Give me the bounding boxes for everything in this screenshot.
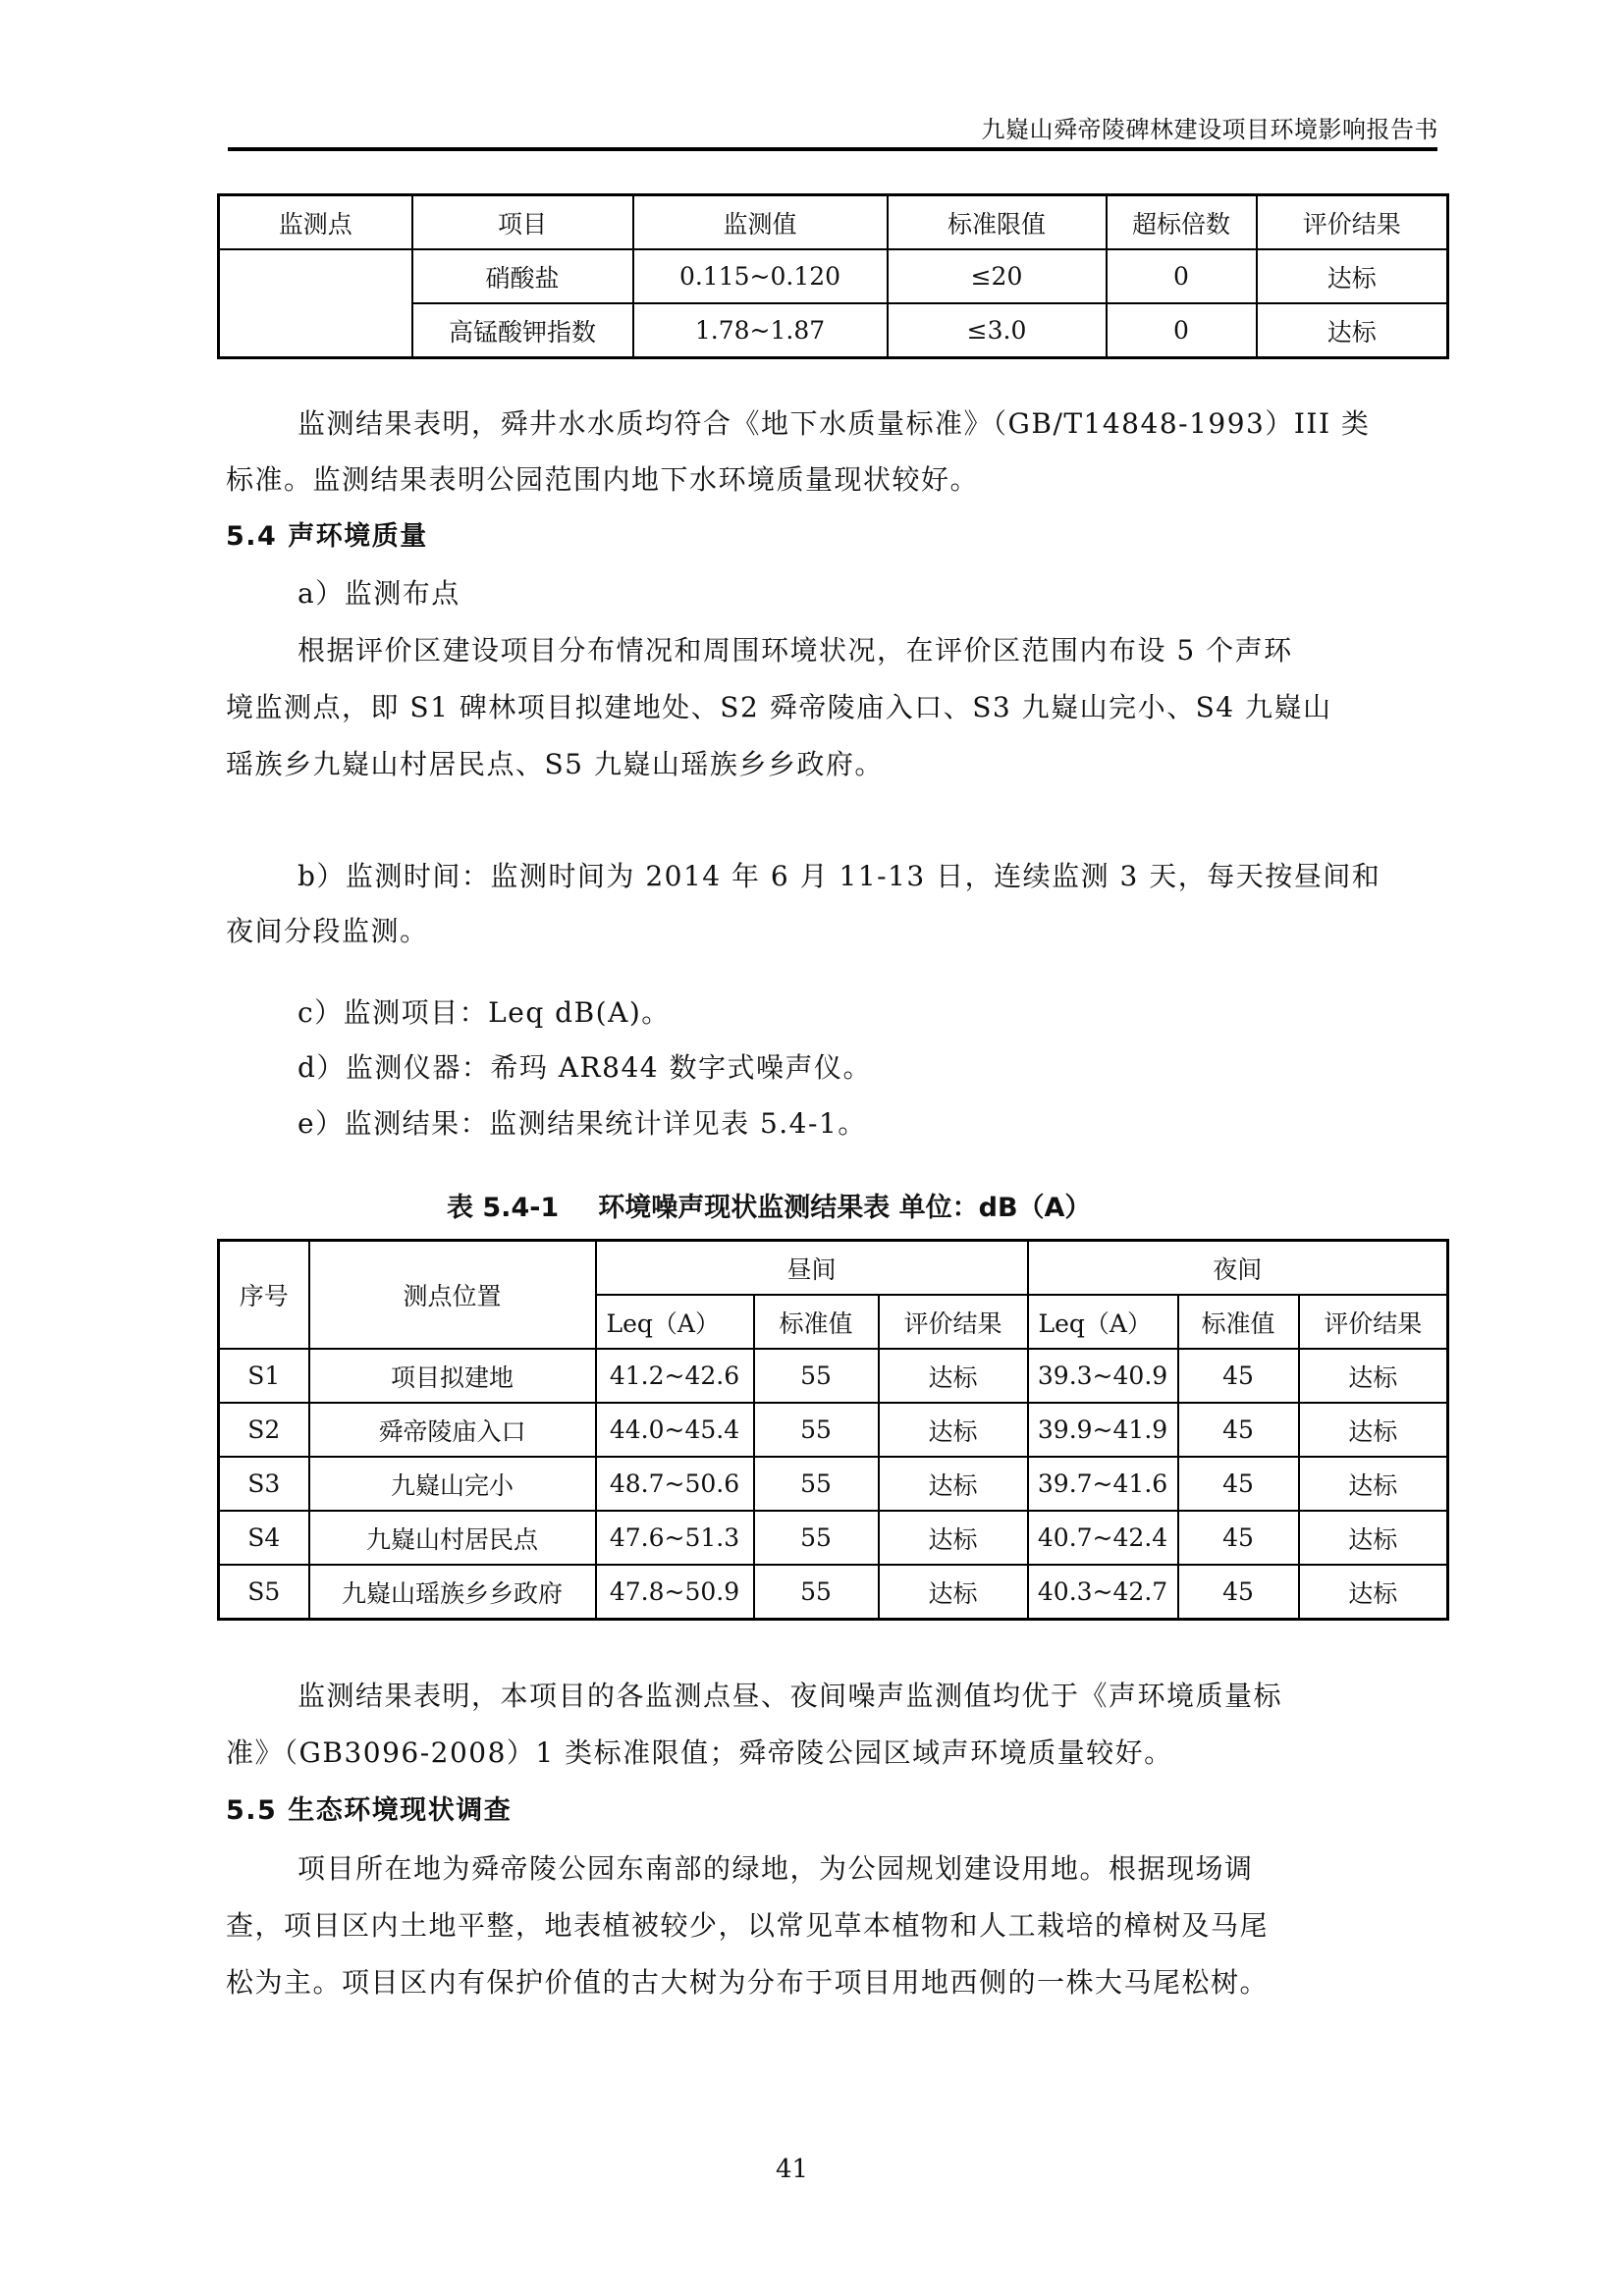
day-leq-cell: 41.2~42.6 <box>596 1349 754 1403</box>
seq-cell: S2 <box>219 1403 309 1457</box>
paragraph: c）监测项目：Leq dB(A)。 <box>298 996 671 1029</box>
col-header: 监测值 <box>633 195 888 250</box>
col-header-night-result: 评价结果 <box>1299 1295 1448 1349</box>
night-std-cell: 45 <box>1178 1565 1299 1620</box>
limit-cell: ≤3.0 <box>888 303 1107 358</box>
col-header: 项目 <box>412 195 633 250</box>
monitoring-point-cell <box>219 249 412 358</box>
night-result-cell: 达标 <box>1299 1403 1448 1457</box>
table-caption-number: 表 5.4-1 <box>447 1193 560 1223</box>
paragraph: 标准。监测结果表明公园范围内地下水环境质量现状较好。 <box>226 463 980 496</box>
day-leq-cell: 44.0~45.4 <box>596 1403 754 1457</box>
paragraph: 瑶族乡九嶷山村居民点、S5 九嶷山瑶族乡乡政府。 <box>226 748 884 780</box>
night-leq-cell: 40.7~42.4 <box>1028 1511 1178 1565</box>
night-std-cell: 45 <box>1178 1457 1299 1511</box>
col-header-day-std: 标准值 <box>754 1295 879 1349</box>
seq-cell: S5 <box>219 1565 309 1620</box>
table-row <box>219 1511 1448 1565</box>
day-std-cell: 55 <box>754 1511 879 1565</box>
day-std-cell: 55 <box>754 1349 879 1403</box>
col-header-night: 夜间 <box>1028 1241 1448 1296</box>
table-row <box>219 1457 1448 1511</box>
day-result-cell: 达标 <box>879 1511 1028 1565</box>
table-row <box>219 1565 1448 1620</box>
night-leq-cell: 39.3~40.9 <box>1028 1349 1178 1403</box>
col-header-day: 昼间 <box>596 1241 1028 1296</box>
col-header-night-std: 标准值 <box>1178 1295 1299 1349</box>
table-header-row <box>219 195 1448 250</box>
table-header-row <box>219 1241 1448 1296</box>
paragraph: b）监测时间：监测时间为 2014 年 6 月 11-13 日，连续监测 3 天，每天按昼间和 <box>298 860 1381 892</box>
value-cell: 0.115~0.120 <box>633 249 888 303</box>
table-row <box>219 1349 1448 1403</box>
exceed-cell: 0 <box>1107 249 1257 303</box>
paragraph: d）监测仪器：希玛 AR844 数字式噪声仪。 <box>298 1051 872 1084</box>
paragraph: 松为主。项目区内有保护价值的古大树为分布于项目用地西侧的一株大马尾松树。 <box>226 1966 1270 1999</box>
location-cell: 项目拟建地 <box>309 1349 596 1403</box>
day-leq-cell: 47.6~51.3 <box>596 1511 754 1565</box>
col-header-location: 测点位置 <box>309 1241 596 1350</box>
col-header-seq: 序号 <box>219 1241 309 1350</box>
paragraph: 夜间分段监测。 <box>226 915 429 947</box>
night-result-cell: 达标 <box>1299 1565 1448 1620</box>
day-leq-cell: 48.7~50.6 <box>596 1457 754 1511</box>
noise-table <box>217 1239 1449 1621</box>
exceed-cell: 0 <box>1107 303 1257 358</box>
paragraph: 境监测点，即 S1 碑林项目拟建地处、S2 舜帝陵庙入口、S3 九嶷山完小、S4 九嶷山 <box>226 691 1332 723</box>
day-result-cell: 达标 <box>879 1457 1028 1511</box>
night-leq-cell: 39.7~41.6 <box>1028 1457 1178 1511</box>
groundwater-table <box>217 193 1449 359</box>
night-result-cell: 达标 <box>1299 1457 1448 1511</box>
table-row <box>219 249 1448 303</box>
col-header: 监测点 <box>219 195 412 250</box>
day-std-cell: 55 <box>754 1403 879 1457</box>
item-cell: 硝酸盐 <box>412 249 633 303</box>
page-number: 41 <box>776 2155 809 2184</box>
night-leq-cell: 39.9~41.9 <box>1028 1403 1178 1457</box>
col-header-night-leq: Leq（A） <box>1028 1295 1178 1349</box>
day-leq-cell: 47.8~50.9 <box>596 1565 754 1620</box>
paragraph: e）监测结果：监测结果统计详见表 5.4-1。 <box>298 1107 867 1140</box>
night-result-cell: 达标 <box>1299 1511 1448 1565</box>
col-header: 超标倍数 <box>1107 195 1257 250</box>
value-cell: 1.78~1.87 <box>633 303 888 358</box>
seq-cell: S4 <box>219 1511 309 1565</box>
table-caption <box>447 1186 1130 1224</box>
day-std-cell: 55 <box>754 1565 879 1620</box>
seq-cell: S1 <box>219 1349 309 1403</box>
paragraph: 准》（GB3096-2008）1 类标准限值；舜帝陵公园区域声环境质量较好。 <box>226 1736 1173 1769</box>
night-result-cell: 达标 <box>1299 1349 1448 1403</box>
day-result-cell: 达标 <box>879 1403 1028 1457</box>
result-cell: 达标 <box>1257 303 1448 358</box>
section-heading: 5.5 生态环境现状调查 <box>226 1795 513 1826</box>
night-std-cell: 45 <box>1178 1511 1299 1565</box>
day-std-cell: 55 <box>754 1457 879 1511</box>
result-cell: 达标 <box>1257 249 1448 303</box>
limit-cell: ≤20 <box>888 249 1107 303</box>
section-heading: 5.4 声环境质量 <box>226 521 428 552</box>
running-header-title: 九嶷山舜帝陵碑林建设项目环境影响报告书 <box>981 116 1438 143</box>
day-result-cell: 达标 <box>879 1565 1028 1620</box>
header-rule <box>228 147 1437 151</box>
item-cell: 高锰酸钾指数 <box>412 303 633 358</box>
col-header-day-leq: Leq（A） <box>596 1295 754 1349</box>
paragraph: a）监测布点 <box>298 577 460 610</box>
paragraph: 查，项目区内土地平整，地表植被较少，以常见草本植物和人工栽培的樟树及马尾 <box>226 1909 1270 1942</box>
location-cell: 九嶷山瑶族乡乡政府 <box>309 1565 596 1620</box>
col-header-day-result: 评价结果 <box>879 1295 1028 1349</box>
table-caption-title: 环境噪声现状监测结果表 单位：dB（A） <box>598 1193 1092 1223</box>
paragraph: 项目所在地为舜帝陵公园东南部的绿地，为公园规划建设用地。根据现场调 <box>298 1852 1254 1885</box>
location-cell: 九嶷山村居民点 <box>309 1511 596 1565</box>
col-header: 标准限值 <box>888 195 1107 250</box>
night-leq-cell: 40.3~42.7 <box>1028 1565 1178 1620</box>
paragraph: 根据评价区建设项目分布情况和周围环境状况，在评价区范围内布设 5 个声环 <box>298 634 1293 667</box>
day-result-cell: 达标 <box>879 1349 1028 1403</box>
night-std-cell: 45 <box>1178 1403 1299 1457</box>
paragraph: 监测结果表明，本项目的各监测点昼、夜间噪声监测值均优于《声环境质量标 <box>298 1680 1283 1712</box>
seq-cell: S3 <box>219 1457 309 1511</box>
paragraph: 监测结果表明，舜井水水质均符合《地下水质量标准》（GB/T14848-1993）III 类 <box>298 407 1371 440</box>
col-header: 评价结果 <box>1257 195 1448 250</box>
table-row <box>219 1403 1448 1457</box>
night-std-cell: 45 <box>1178 1349 1299 1403</box>
location-cell: 九嶷山完小 <box>309 1457 596 1511</box>
location-cell: 舜帝陵庙入口 <box>309 1403 596 1457</box>
